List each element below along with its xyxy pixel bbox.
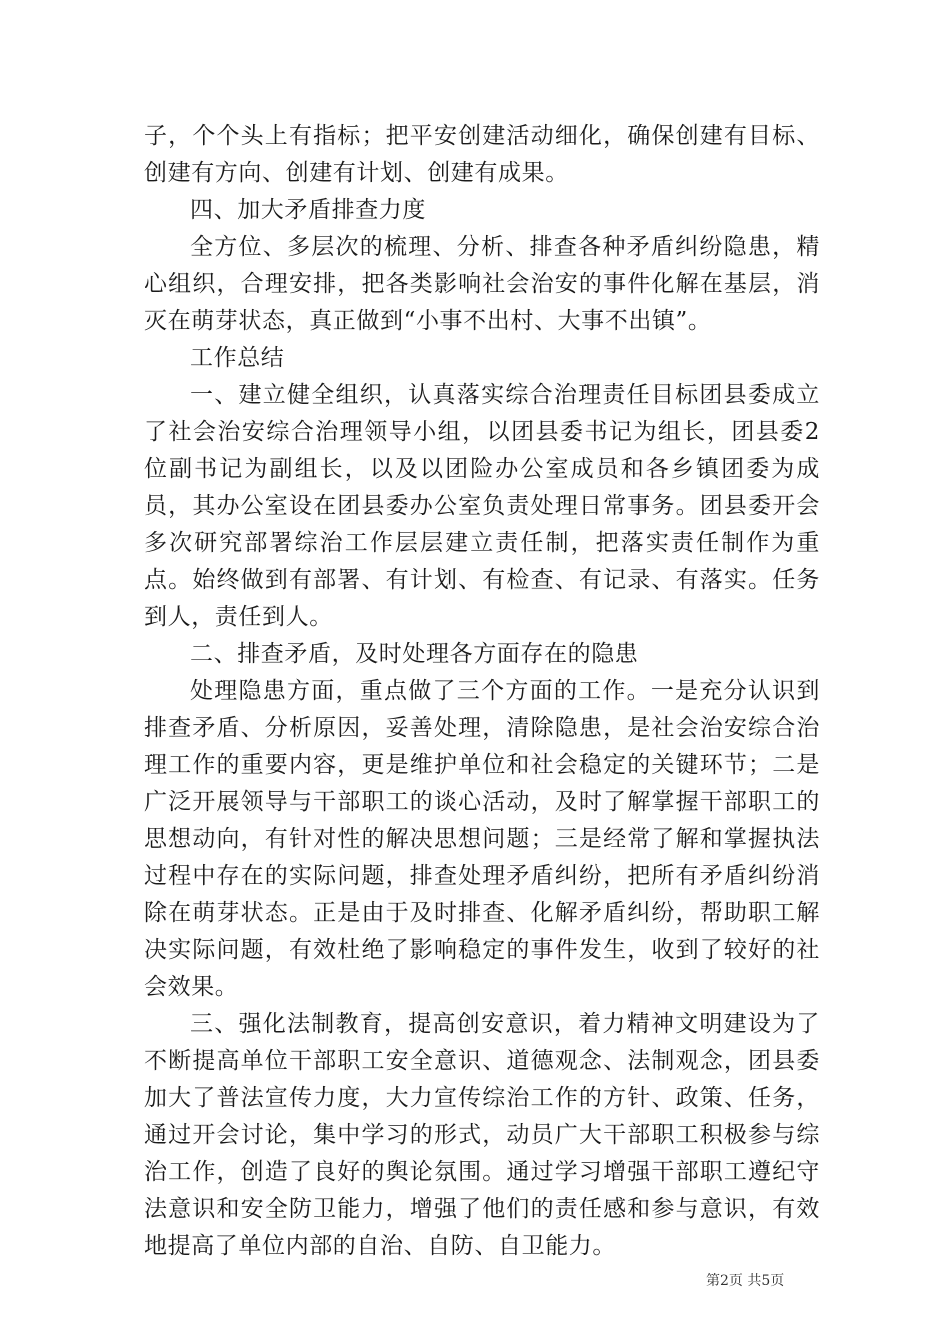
paragraph-organization: 一、建立健全组织，认真落实综合治理责任目标团县委成立了社会治安综合治理领导小组，以团县委书记为组长，团县委2位副书记为副组长，以及以团险办公室成员和各乡镇团委为成员，其办公室设在团县委办公室负责处理日常事务。团县委开会多次研究部署综治工作层层建立责任制，把落实责任制作为重点。始终做到有部署、有计划、有检查、有记录、有落实。任务到人，责任到人。 bbox=[144, 382, 820, 630]
summary-heading: 工作总结 bbox=[190, 345, 285, 371]
paragraph-continuation: 子，个个头上有指标；把平安创建活动细化，确保创建有目标、创建有方向、创建有计划、创建有成果。 bbox=[144, 123, 820, 186]
total-pages-number: 5 bbox=[761, 1273, 771, 1289]
paragraph-hazard-handling: 处理隐患方面，重点做了三个方面的工作。一是充分认识到排查矛盾、分析原因，妥善处理，清除隐患，是社会治安综合治理工作的重要内容，更是维护单位和社会稳定的关键环节；二是广泛开展领导与干部职工的谈心活动，及时了解掌握干部职工的思想动向，有针对性的解决思想问题；三是经常了解和掌握执法过程中存在的实际问题，排查处理矛盾纠纷，把所有矛盾纠纷消除在萌芽状态。正是由于及时排查、化解矛盾纠纷，帮助职工解决实际问题，有效杜绝了影响稳定的事件发生，收到了较好的社会效果。 bbox=[144, 678, 820, 1000]
paragraph-conflict-screening: 全方位、多层次的梳理、分析、排查各种矛盾纠纷隐患，精心组织，合理安排，把各类影响社会治安的事件化解在基层，消灭在萌芽状态，真正做到“小事不出村、大事不出镇”。 bbox=[144, 234, 820, 334]
page-number-footer bbox=[706, 1272, 784, 1290]
page-label-middle: 页 共 bbox=[728, 1273, 762, 1289]
page-label-prefix: 第 bbox=[706, 1273, 720, 1289]
current-page-number: 2 bbox=[720, 1273, 729, 1289]
section-heading-2: 二、排查矛盾，及时处理各方面存在的隐患 bbox=[190, 641, 639, 667]
document-body bbox=[144, 118, 820, 1265]
section-heading-4: 四、加大矛盾排查力度 bbox=[190, 197, 426, 223]
page-label-suffix: 页 bbox=[770, 1273, 785, 1289]
paragraph-legal-education: 三、强化法制教育，提高创安意识，着力精神文明建设为了不断提高单位干部职工安全意识、道德观念、法制观念，团县委加大了普法宣传力度，大力宣传综治工作的方针、政策、任务，通过开会讨论，集中学习的形式，动员广大干部职工积极参与综治工作，创造了良好的舆论氛围。通过学习增强干部职工遵纪守法意识和安全防卫能力，增强了他们的责任感和参与意识，有效地提高了单位内部的自治、自防、自卫能力。 bbox=[144, 1011, 820, 1259]
